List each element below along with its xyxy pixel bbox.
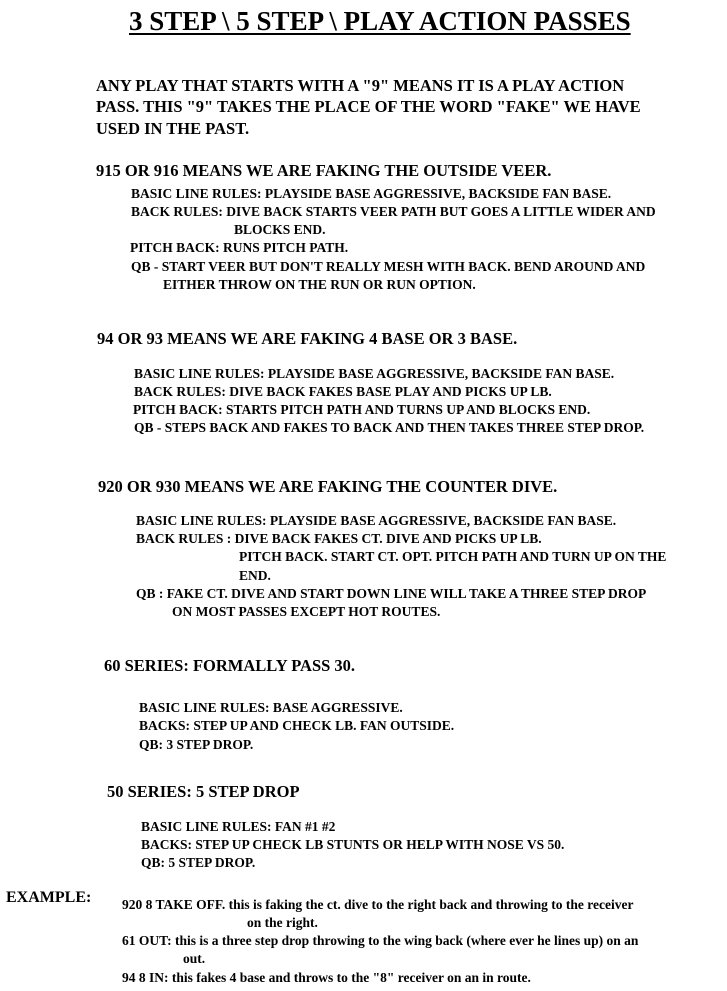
example-line: 94 8 IN: this fakes 4 base and throws to the "8" receiver on an in route. [122, 970, 531, 985]
section-line: BLOCKS END. [234, 222, 326, 237]
section-line: BACK RULES: DIVE BACK FAKES BASE PLAY AND PICKS UP LB. [134, 384, 552, 399]
example-line: out. [183, 951, 206, 966]
section-line: BASIC LINE RULES: PLAYSIDE BASE AGGRESSIVE, BACKSIDE FAN BASE. [134, 366, 615, 381]
section-line: BASIC LINE RULES: FAN #1 #2 [141, 819, 336, 834]
section-line: BACK RULES: DIVE BACK STARTS VEER PATH BUT GOES A LITTLE WIDER AND [131, 204, 656, 219]
section-line: QB : FAKE CT. DIVE AND START DOWN LINE WILL TAKE A THREE STEP DROP [136, 586, 647, 601]
section-line: BACK RULES : DIVE BACK FAKES CT. DIVE AND PICKS UP LB. [136, 531, 542, 546]
section-line: EITHER THROW ON THE RUN OR RUN OPTION. [163, 277, 476, 292]
section-heading-920: 920 OR 930 MEANS WE ARE FAKING THE COUNTER DIVE. [98, 477, 558, 496]
example-line: 920 8 TAKE OFF. this is faking the ct. dive to the right back and throwing to the receiver [122, 897, 634, 912]
section-line: PITCH BACK: RUNS PITCH PATH. [130, 240, 349, 255]
section-heading-94: 94 OR 93 MEANS WE ARE FAKING 4 BASE OR 3 BASE. [97, 329, 518, 348]
section-line: QB: 5 STEP DROP. [141, 855, 256, 870]
example-label: EXAMPLE: [6, 889, 92, 906]
intro-line-1: ANY PLAY THAT STARTS WITH A "9" MEANS IT IS A PLAY ACTION [96, 76, 625, 95]
section-line: PITCH BACK: STARTS PITCH PATH AND TURNS UP AND BLOCKS END. [133, 402, 591, 417]
section-line: BACKS: STEP UP AND CHECK LB. FAN OUTSIDE. [139, 718, 455, 733]
section-line: QB - STEPS BACK AND FAKES TO BACK AND THEN TAKES THREE STEP DROP. [134, 420, 645, 435]
section-line: BASIC LINE RULES: BASE AGGRESSIVE. [139, 700, 403, 715]
section-heading-50: 50 SERIES: 5 STEP DROP [107, 782, 300, 801]
section-line: PITCH BACK. START CT. OPT. PITCH PATH AND TURN UP ON THE [239, 549, 667, 564]
example-line: on the right. [247, 915, 318, 930]
intro-line-2: PASS. THIS "9" TAKES THE PLACE OF THE WORD "FAKE" WE HAVE [96, 97, 641, 116]
page-title: 3 STEP \ 5 STEP \ PLAY ACTION PASSES [129, 6, 631, 36]
section-heading-60: 60 SERIES: FORMALLY PASS 30. [104, 656, 356, 675]
example-line: 61 OUT: this is a three step drop throwing to the wing back (where ever he lines up) on an [122, 933, 639, 948]
section-line: QB: 3 STEP DROP. [139, 737, 254, 752]
section-heading-915: 915 OR 916 MEANS WE ARE FAKING THE OUTSIDE VEER. [96, 161, 552, 180]
section-line: END. [239, 568, 271, 583]
intro-line-3: USED IN THE PAST. [96, 119, 250, 138]
section-line: BASIC LINE RULES: PLAYSIDE BASE AGGRESSIVE, BACKSIDE FAN BASE. [136, 513, 617, 528]
section-line: BASIC LINE RULES: PLAYSIDE BASE AGGRESSIVE, BACKSIDE FAN BASE. [131, 186, 612, 201]
section-line: BACKS: STEP UP CHECK LB STUNTS OR HELP WITH NOSE VS 50. [141, 837, 565, 852]
section-line: QB - START VEER BUT DON'T REALLY MESH WITH BACK. BEND AROUND AND [131, 259, 646, 274]
section-line: ON MOST PASSES EXCEPT HOT ROUTES. [172, 604, 441, 619]
